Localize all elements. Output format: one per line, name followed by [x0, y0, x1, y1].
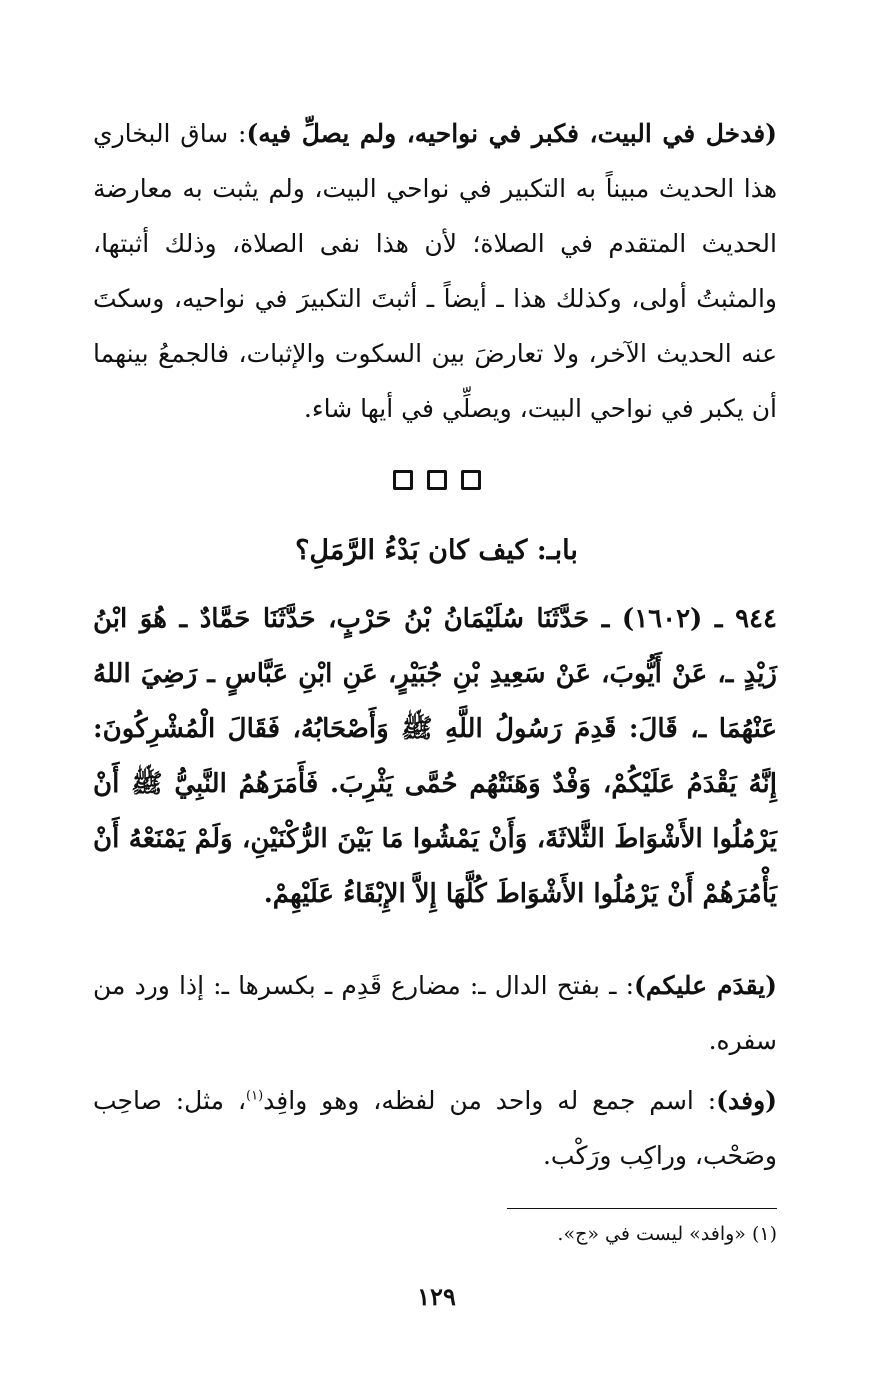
explanation-paragraph	[93, 958, 777, 1068]
quoted-lead: (يقدَم عليكم)	[634, 971, 777, 1000]
explanation-text: ، مثل: صاحِب وصَحْب، وراكِب ورَكْب.	[93, 1086, 777, 1170]
explanation-paragraph	[93, 1073, 777, 1183]
square-ornament-icon	[461, 470, 481, 490]
square-ornament-icon	[393, 470, 413, 490]
commentary-text: : ساق البخاري هذا الحديث مبيناً به التكبير في نواحي البيت، ولم يثبت به معارضة الحديث المتقدم في الصلاة؛ لأن هذا نفى الصلاة، وذلك أثبتها، والمثبتُ أولى، وكذلك هذا ـ أيضاً ـ أثبتَ التكبيرَ في نواحيه، وسكتَ عنه الحديث الآخر، ولا تعارضَ بين السكوت والإثبات، فالجمعُ بينهما أن يكبر في نواحي البيت، ويصلِّي في أيها شاء.	[93, 119, 778, 423]
footnote: (١) «وافد» ليست في «ج».	[557, 1223, 777, 1245]
quoted-lead: (فدخل في البيت، فكبر في نواحيه، ولم يصلِّ فيه)	[246, 119, 777, 148]
section-divider	[0, 470, 873, 490]
explanation-text: : اسم جمع له واحد من لفظه، وهو وافِد	[263, 1086, 717, 1115]
footnote-separator	[507, 1208, 777, 1209]
page-number: ١٢٩	[417, 1282, 456, 1311]
explanation-text: : ـ بفتح الدال ـ: مضارع قَدِم ـ بكسرها ـ: إذا ورد من سفره.	[93, 971, 777, 1055]
footnote-marker: (١)	[246, 1088, 264, 1104]
quoted-lead: (وفد)	[716, 1086, 777, 1115]
chapter-heading: بابـ: كيف كان بَدْءُ الرَّمَلِ؟	[295, 535, 578, 566]
hadith-text: ٩٤٤ ـ (١٦٠٢) ـ حَدَّثَنَا سُلَيْمَانُ بْنُ حَرْبٍ، حَدَّثَنَا حَمَّادٌ ـ هُوَ ابْنُ زَيْدٍ ـ، عَنْ أَيُّوبَ، عَنْ سَعِيدِ بْنِ جُبَيْرٍ، عَنِ ابْنِ عَبَّاسٍ ـ رَضِيَ اللهُ عَنْهُمَا ـ، قَالَ: قَدِمَ رَسُولُ اللَّهِ ﷺ وَأَصْحَابُهُ، فَقَالَ الْمُشْرِكُونَ: إِنَّهُ يَقْدَمُ عَلَيْكُمْ، وَفْدٌ وَهَنَتْهُم حُمَّى يَثْرِبَ. فَأَمَرَهُمُ النَّبِيُّ ﷺ أَنْ يَرْمُلُوا الأَشْوَاطَ الثَّلاثَةَ، وَأَنْ يَمْشُوا مَا بَيْنَ الرُّكْنَيْنِ، وَلَمْ يَمْنَعْهُ أَنْ يَأْمُرَهُمْ أَنْ يَرْمُلُوا الأَشْوَاطَ كُلَّهَا إِلاَّ الإِبْقَاءُ عَلَيْهِمْ.	[93, 604, 777, 909]
square-ornament-icon	[427, 470, 447, 490]
commentary-paragraph	[93, 106, 777, 436]
